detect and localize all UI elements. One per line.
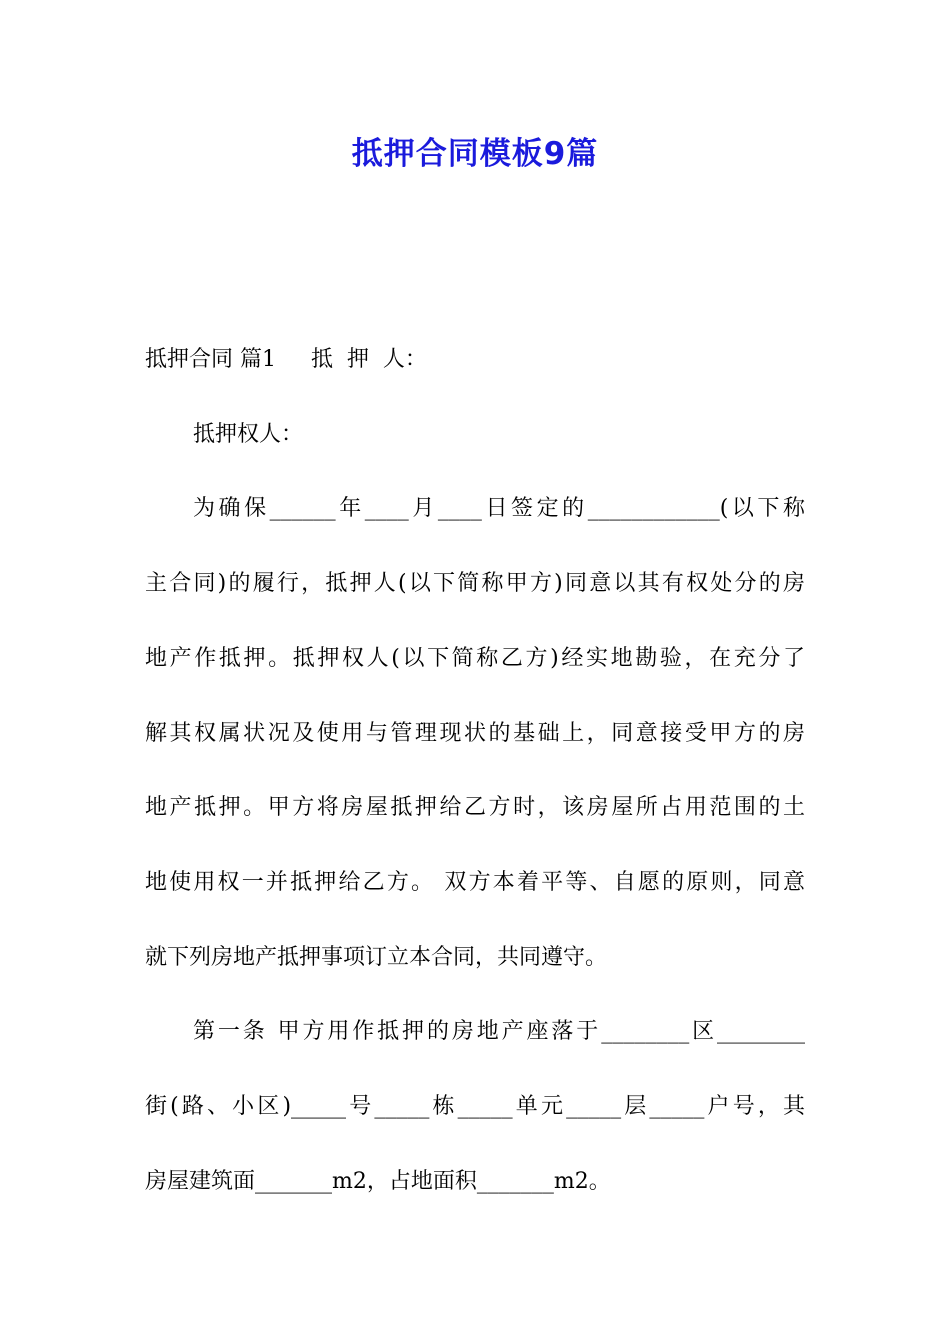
paragraph-line-2: 抵押权人： [193, 422, 304, 447]
document-title: 抵押合同模板9篇 [351, 136, 599, 172]
paragraph-line-12: 房屋建筑面_______m2，占地面积_______m2。 [145, 1169, 611, 1194]
paragraph-line-9: 就下列房地产抵押事项订立本合同，共同遵守。 [145, 945, 608, 970]
paragraph-line-7: 地产抵押。甲方将房屋抵押给乙方时，该房屋所占用范围的土 [145, 795, 805, 820]
paragraph-line-5: 地产作抵押。抵押权人(以下简称乙方)经实地勘验，在充分了 [145, 646, 805, 671]
paragraph-line-10: 第一条 甲方用作抵押的房地产座落于________区________ [193, 1019, 805, 1044]
paragraph-line-4: 主合同)的履行，抵押人(以下简称甲方)同意以其有权处分的房 [145, 571, 805, 596]
paragraph-line-1: 抵押合同 篇1 抵 押 人： [145, 347, 427, 372]
paragraph-line-8: 地使用权一并抵押给乙方。 双方本着平等、自愿的原则，同意 [145, 870, 805, 895]
paragraph-line-11: 街(路、小区)_____号_____栋_____单元_____层_____户号，其 [145, 1094, 805, 1119]
paragraph-line-6: 解其权属状况及使用与管理现状的基础上，同意接受甲方的房 [145, 721, 805, 746]
paragraph-line-3: 为确保______年____月____日签定的____________(以下称 [193, 496, 805, 521]
